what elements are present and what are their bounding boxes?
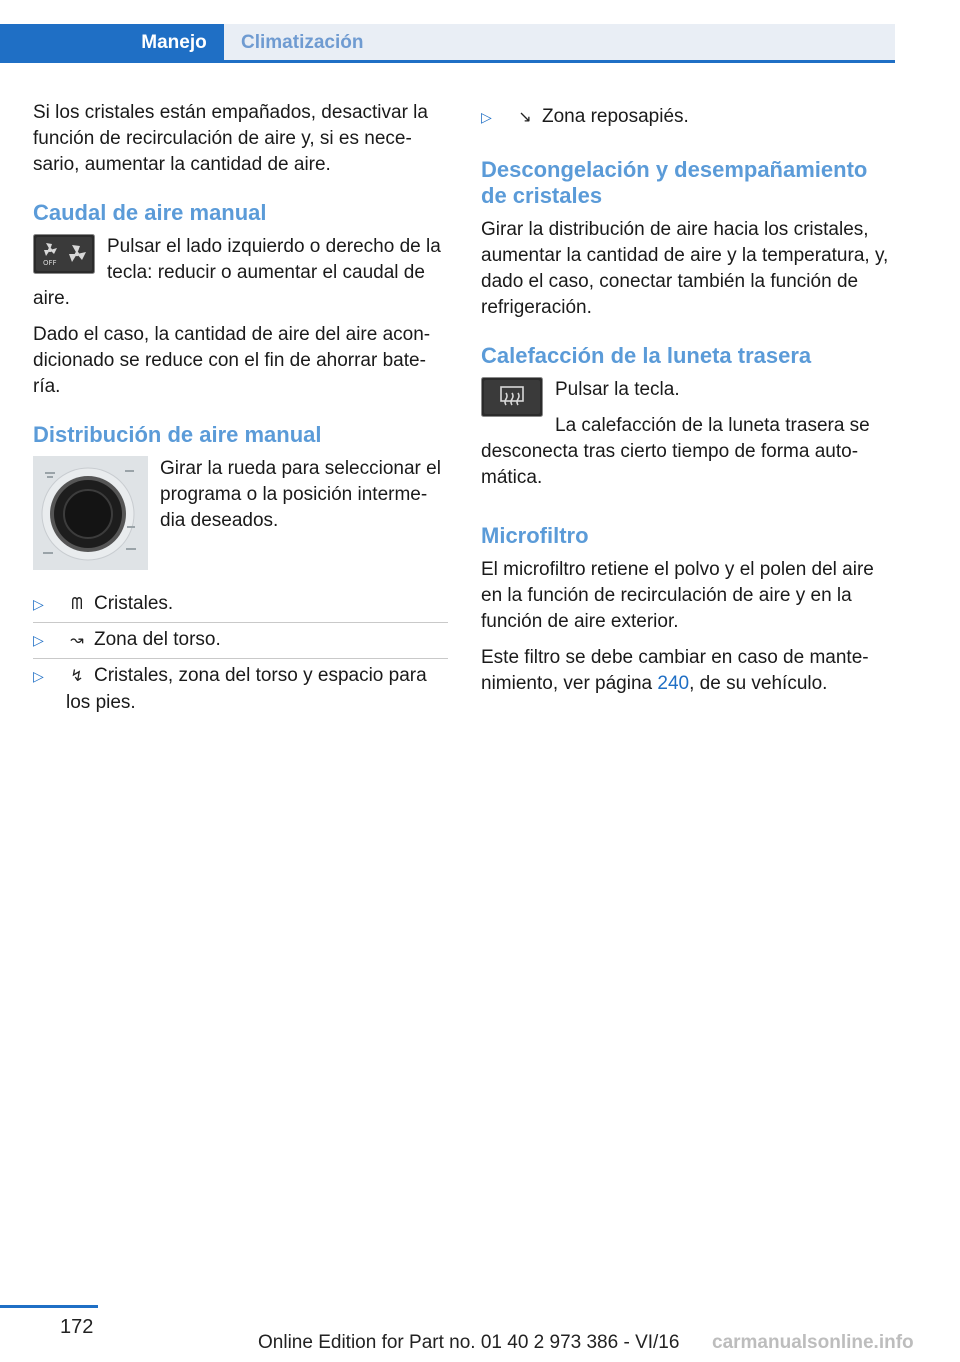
- heading-distribucion-aire: Distribución de aire manual: [33, 422, 322, 447]
- distribution-dial-image: [33, 456, 148, 575]
- list-item: ▷ ↝ Zona del torso.: [33, 623, 448, 659]
- microfiltro-text-1: El microfiltro retiene el polvo y el polen del aire en la función de recirculación de aire y en la función de aire exterior.: [481, 559, 874, 632]
- left-column: [33, 100, 448, 720]
- caudal-paragraph: Dado el caso, la cantidad de aire del aire acon-dicionado se reduce con el fin de ahorrar bate-ría.: [33, 324, 431, 397]
- distribution-list-continued: [481, 100, 896, 135]
- triangle-bullet-icon: ▷: [481, 109, 492, 125]
- page-number: 172: [60, 1316, 94, 1338]
- fan-button-image: [33, 234, 95, 279]
- triangle-bullet-icon: ▷: [33, 668, 44, 684]
- distribucion-text: Girar la rueda para seleccionar el programa o la posición interme-dia deseados.: [160, 458, 441, 531]
- list-item: ▷ ᗰ Cristales.: [33, 587, 448, 623]
- heading-luneta-trasera: Calefacción de la luneta trasera: [481, 343, 812, 368]
- footwell-icon: ↘: [518, 109, 532, 126]
- intro-paragraph: Si los cristales están empañados, desactivar la función de recirculación de aire y, si es nece-sario, aumentar la cantidad de aire.: [33, 102, 428, 175]
- torso-airflow-icon: ↝: [70, 632, 84, 649]
- list-item: ▷ ↯ Cristales, zona del torso y espacio para los pies.: [33, 665, 427, 713]
- tab-manejo[interactable]: Manejo: [124, 24, 224, 62]
- watermark: carmanualsonline.info: [712, 1332, 914, 1353]
- luneta-text-1: Pulsar la tecla.: [555, 379, 680, 400]
- list-item: ▷ ↘ Zona reposapiés.: [481, 100, 896, 135]
- heading-descongelacion: Descongelación y desempañamiento de cristales: [481, 157, 868, 208]
- heading-microfiltro: Microfiltro: [481, 523, 589, 548]
- windshield-icon: ᗰ: [71, 596, 83, 613]
- heading-caudal-aire: Caudal de aire manual: [33, 200, 267, 225]
- page-number-rule: [0, 1305, 98, 1308]
- microfiltro-text-2: Este filtro se debe cambiar en caso de mante-nimiento, ver página 240, de su vehículo.: [481, 647, 869, 694]
- page-link[interactable]: 240: [657, 673, 690, 694]
- distribution-list: [33, 587, 448, 720]
- descongelacion-text: Girar la distribución de aire hacia los cristales, aumentar la cantidad de aire y la temperatura, y, dado el caso, conectar también la función de refrigeración.: [481, 219, 889, 318]
- header-bar-left: [0, 24, 124, 62]
- rear-defrost-button-image: [481, 377, 543, 422]
- right-column: [481, 100, 896, 707]
- triangle-bullet-icon: ▷: [33, 596, 44, 612]
- edition-footer: Online Edition for Part no. 01 40 2 973 386 - VI/16: [258, 1332, 680, 1353]
- off-label: OFF: [43, 259, 57, 267]
- windshield-torso-feet-icon: ↯: [70, 668, 84, 685]
- header-rule: [0, 60, 895, 63]
- tab-climatizacion[interactable]: Climatización: [224, 24, 895, 62]
- triangle-bullet-icon: ▷: [33, 632, 44, 648]
- luneta-text-2: La calefacción de la luneta trasera se desconecta tras cierto tiempo de forma auto-mática.: [481, 415, 870, 488]
- caudal-text: Pulsar el lado izquierdo o derecho de la tecla: reducir o aumentar el caudal de aire.: [33, 236, 441, 309]
